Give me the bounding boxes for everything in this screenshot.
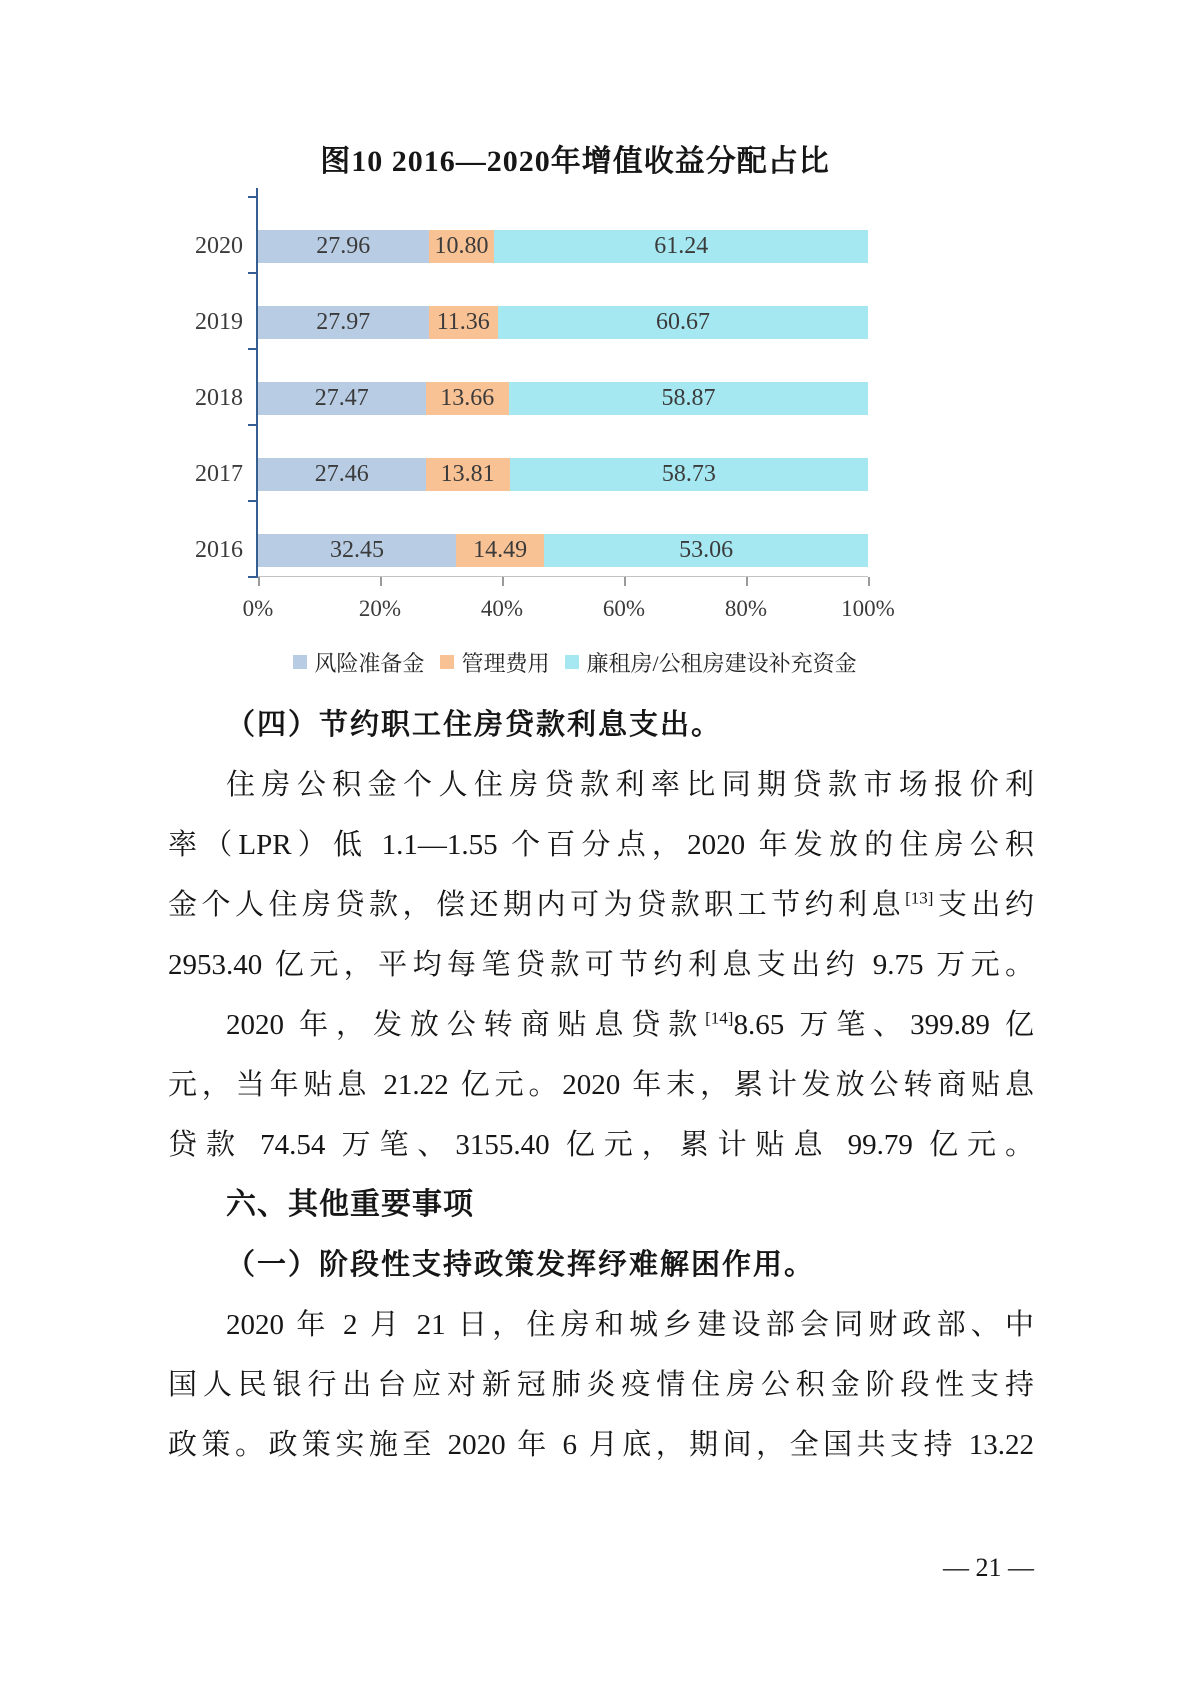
- x-axis-tick: [868, 577, 870, 586]
- x-tick-label: 0%: [242, 596, 274, 621]
- category-label: 2019: [195, 309, 243, 335]
- document-body: [168, 695, 1034, 1475]
- chart-legend: [0, 645, 1150, 679]
- category-label: 2020: [195, 233, 243, 259]
- text-run: 率（LPR）低 1.1—1.55 个百分点，2020 年发放的住房公积: [168, 829, 1034, 861]
- bar-value-label: 58.73: [661, 461, 716, 487]
- bar-value-label: 11.36: [436, 309, 490, 335]
- legend-item: [440, 647, 549, 678]
- stacked-bar-row: [258, 382, 868, 415]
- text-run: 国人民银行出台应对新冠肺炎疫情住房公积金阶段性支持: [168, 1369, 1034, 1401]
- text-run: （四）节约职工住房贷款利息支出。: [226, 709, 723, 741]
- stacked-bar-row: [258, 534, 868, 567]
- bar-value-label: 27.47: [314, 385, 369, 411]
- x-tick-label: 60%: [602, 596, 646, 621]
- stacked-bar-row: [258, 306, 868, 339]
- legend-swatch: [293, 655, 307, 669]
- text-run: 金个人住房贷款，偿还期内可为贷款职工节约利息: [168, 889, 906, 921]
- x-axis-tick: [502, 577, 504, 586]
- text-line: [168, 935, 1034, 995]
- text-line: [168, 815, 1034, 875]
- text-line: [168, 1295, 1034, 1355]
- text-run: 2953.40 亿元，平均每笔贷款可节约利息支出约 9.75 万元。: [168, 949, 1034, 981]
- bar-value-label: 14.49: [473, 537, 528, 563]
- heading-line: [168, 1175, 1034, 1235]
- text-run: 六、其他重要事项: [226, 1188, 474, 1221]
- bar-segment: [426, 458, 510, 491]
- bar-segment: [258, 458, 426, 491]
- bar-value-label: 10.80: [434, 233, 489, 259]
- x-axis-tick: [624, 577, 626, 586]
- category-label: 2016: [195, 537, 243, 563]
- y-axis-tick: [248, 500, 256, 502]
- text-line: [168, 1415, 1034, 1475]
- legend-label: 廉租房/公租房建设补充资金: [586, 650, 857, 676]
- x-axis-tick: [746, 577, 748, 586]
- bar-segment: [426, 382, 509, 415]
- text-run: 政策。政策实施至 2020 年 6 月底，期间，全国共支持 13.22: [168, 1429, 1034, 1461]
- y-axis-tick: [248, 272, 256, 274]
- figure-title: 图10 2016—2020年增值收益分配占比: [320, 145, 830, 178]
- x-axis-tick: [258, 577, 260, 586]
- y-axis-tick: [248, 576, 256, 578]
- bar-segment: [494, 230, 868, 263]
- text-line: [168, 995, 1034, 1055]
- text-run: （一）阶段性支持政策发挥纾难解困作用。: [226, 1249, 816, 1281]
- text-run: 2020 年 2 月 21 日，住房和城乡建设部会同财政部、中: [226, 1309, 1034, 1341]
- x-tick-label: 20%: [358, 596, 402, 621]
- text-run: 8.65 万笔、399.89 亿: [733, 1009, 1034, 1041]
- bar-value-label: 27.46: [314, 461, 369, 487]
- bar-value-label: 27.96: [316, 233, 371, 259]
- page-number: — 21 —: [943, 1553, 1034, 1582]
- text-run: 支出约: [933, 889, 1034, 921]
- x-tick-label: 40%: [480, 596, 524, 621]
- legend-swatch: [440, 655, 454, 669]
- bar-value-label: 32.45: [329, 537, 384, 563]
- bar-value-label: 61.24: [654, 233, 709, 259]
- bar-value-label: 13.66: [440, 385, 495, 411]
- bar-segment: [258, 382, 426, 415]
- legend-label: 管理费用: [461, 650, 550, 676]
- bar-segment: [258, 230, 429, 263]
- bar-value-label: 27.97: [316, 309, 371, 335]
- plot-area: [195, 196, 868, 577]
- text-line: [168, 755, 1034, 815]
- text-line: [168, 875, 1034, 935]
- x-tick-label: 80%: [724, 596, 768, 621]
- text-line: [168, 1055, 1034, 1115]
- bar-segment: [544, 534, 868, 567]
- category-label: 2017: [195, 461, 243, 487]
- bar-segment: [510, 458, 868, 491]
- y-axis-tick: [248, 196, 256, 198]
- category-label: 2018: [195, 385, 243, 411]
- heading-line: [168, 695, 1034, 755]
- bar-segment: [429, 230, 495, 263]
- bar-segment: [429, 306, 498, 339]
- bar-value-label: 58.87: [661, 385, 716, 411]
- bar-segment: [258, 534, 456, 567]
- footnote-ref: [14]: [705, 1008, 734, 1028]
- text-line: [168, 1115, 1034, 1175]
- bar-segment: [498, 306, 868, 339]
- text-run: 住房公积金个人住房贷款利率比同期贷款市场报价利: [226, 769, 1034, 801]
- text-line: [168, 1355, 1034, 1415]
- stacked-bar-row: [258, 230, 868, 263]
- stacked-bar-row: [258, 458, 868, 491]
- legend-item: [293, 647, 424, 678]
- bar-segment: [456, 534, 544, 567]
- x-tick-label: 100%: [841, 596, 895, 621]
- legend-item: [565, 647, 856, 678]
- bar-segment: [509, 382, 868, 415]
- y-axis-tick: [248, 348, 256, 350]
- text-run: 贷款 74.54 万笔、3155.40 亿元，累计贴息 99.79 亿元。: [168, 1129, 1034, 1161]
- legend-label: 风险准备金: [314, 650, 425, 676]
- heading-line: [168, 1235, 1034, 1295]
- footnote-ref: [13]: [905, 888, 934, 908]
- bar-value-label: 53.06: [679, 537, 734, 563]
- y-axis-tick: [248, 424, 256, 426]
- text-run: 元，当年贴息 21.22 亿元。2020 年末，累计发放公转商贴息: [168, 1069, 1034, 1101]
- x-axis-tick: [380, 577, 382, 586]
- bar-value-label: 60.67: [655, 309, 710, 335]
- bar-value-label: 13.81: [440, 461, 495, 487]
- bar-segment: [258, 306, 429, 339]
- text-run: 2020 年，发放公转商贴息贷款: [226, 1009, 706, 1041]
- legend-swatch: [565, 655, 579, 669]
